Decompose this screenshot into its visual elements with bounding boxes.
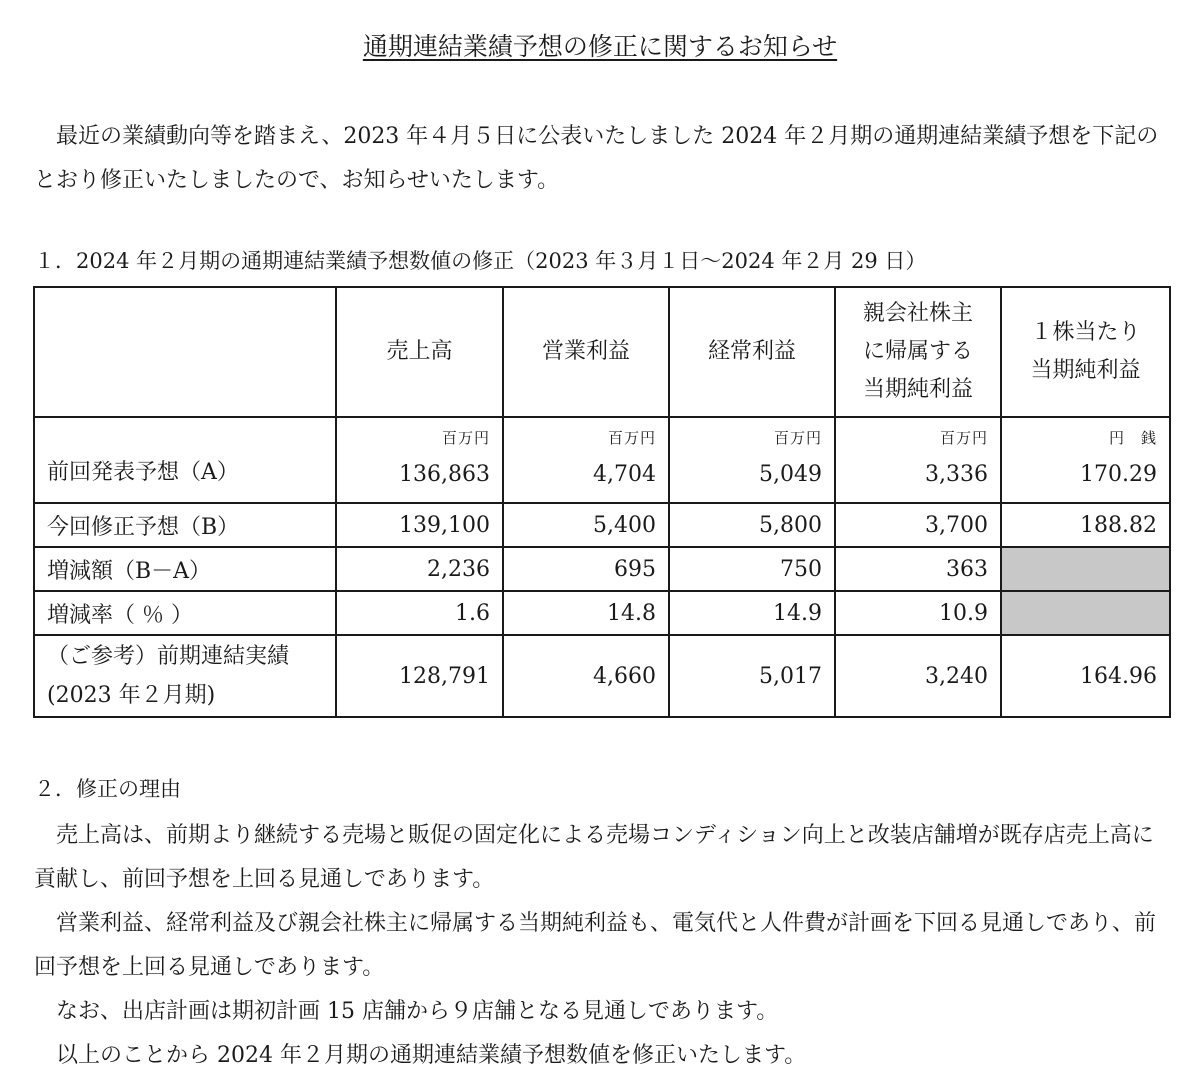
table-row — [34, 417, 1170, 503]
reason-paragraph: なお、出店計画は期初計画 15 店舗から９店舗となる見通しであります。 — [56, 999, 779, 1024]
header-net-line2: に帰属する — [862, 339, 973, 364]
sales-value: 2,236 — [336, 547, 503, 591]
document-title — [0, 30, 1200, 64]
header-sales: 売上高 — [336, 287, 503, 417]
row-label: 増減率（ ％ ） — [34, 591, 336, 635]
forecast-table — [33, 286, 1171, 718]
row-label-line2: (2023 年２月期) — [47, 683, 216, 708]
ordinary-value: 750 — [669, 547, 835, 591]
eps-shaded-cell — [1001, 591, 1170, 635]
sales-cell — [336, 417, 503, 503]
reason-paragraph: 売上高は、前期より継続する売場と販促の固定化による売場コンディション向上と改装店舗増が既存店売上高に貢献し、前回予想を上回る見通しであります。 — [34, 823, 1154, 892]
sales-value: 139,100 — [336, 503, 503, 547]
ordinary-value: 14.9 — [669, 591, 835, 635]
eps-value: 170.29 — [1080, 462, 1157, 487]
eps-value: 164.96 — [1001, 635, 1170, 717]
operating-value: 695 — [503, 547, 669, 591]
eps-shaded-cell — [1001, 547, 1170, 591]
net-value: 363 — [835, 547, 1001, 591]
unit-label: 百万円 — [441, 429, 490, 447]
sales-value: 1.6 — [336, 591, 503, 635]
table-row — [34, 503, 1170, 547]
eps-cell — [1001, 417, 1170, 503]
unit-label: 百万円 — [607, 429, 656, 447]
section2-heading: ２．修正の理由 — [34, 777, 181, 801]
unit-label: 円 銭 — [1108, 429, 1157, 447]
row-label: 今回修正予想（B） — [34, 503, 336, 547]
net-value: 3,700 — [835, 503, 1001, 547]
header-eps-line1: １株当たり — [1030, 320, 1141, 345]
header-empty — [34, 287, 336, 417]
ordinary-cell — [669, 417, 835, 503]
unit-label: 百万円 — [773, 429, 822, 447]
header-eps-line2: 当期純利益 — [1030, 358, 1141, 383]
eps-value: 188.82 — [1001, 503, 1170, 547]
table-row — [34, 635, 1170, 717]
operating-value: 4,660 — [503, 635, 669, 717]
unit-label: 百万円 — [939, 429, 988, 447]
ordinary-value: 5,017 — [669, 635, 835, 717]
ordinary-value: 5,800 — [669, 503, 835, 547]
header-net-line1: 親会社株主 — [862, 301, 973, 326]
net-value: 3,240 — [835, 635, 1001, 717]
row-label-cell — [34, 417, 336, 503]
row-label-line1: （ご参考）前期連結実績 — [47, 644, 290, 669]
row-label: 前回発表予想（A） — [47, 460, 239, 485]
operating-value: 4,704 — [593, 462, 656, 487]
header-ordinary-profit: 経常利益 — [669, 287, 835, 417]
table-row — [34, 547, 1170, 591]
intro-paragraph: 最近の業績動向等を踏まえ、2023 年４月５日に公表いたしました 2024 年２月期の通期連結業績予想を下記のとおり修正いたしましたので、お知らせいたします。 — [34, 124, 1159, 193]
reason-paragraph: 以上のことから 2024 年２月期の通期連結業績予想数値を修正いたします。 — [56, 1043, 807, 1068]
net-value: 10.9 — [835, 591, 1001, 635]
sales-value: 128,791 — [336, 635, 503, 717]
ordinary-value: 5,049 — [759, 462, 822, 487]
net-cell — [835, 417, 1001, 503]
header-operating-profit: 営業利益 — [503, 287, 669, 417]
row-label — [34, 635, 336, 717]
header-eps — [1001, 287, 1170, 417]
section1-heading: １．2024 年２月期の通期連結業績予想数値の修正（2023 年３月１日～2024 年２月 29 日） — [34, 249, 927, 273]
operating-value: 5,400 — [503, 503, 669, 547]
header-net-income — [835, 287, 1001, 417]
reason-paragraph: 営業利益、経常利益及び親会社株主に帰属する当期純利益も、電気代と人件費が計画を下回る見通しであり、前回予想を上回る見通しであります。 — [34, 911, 1157, 980]
operating-cell — [503, 417, 669, 503]
net-value: 3,336 — [925, 462, 988, 487]
table-header-row — [34, 287, 1170, 417]
sales-value: 136,863 — [399, 462, 490, 487]
operating-value: 14.8 — [503, 591, 669, 635]
document-title-text: 通期連結業績予想の修正に関するお知らせ — [362, 32, 838, 61]
table-row — [34, 591, 1170, 635]
row-label: 増減額（B－A） — [34, 547, 336, 591]
header-net-line3: 当期純利益 — [862, 377, 973, 402]
